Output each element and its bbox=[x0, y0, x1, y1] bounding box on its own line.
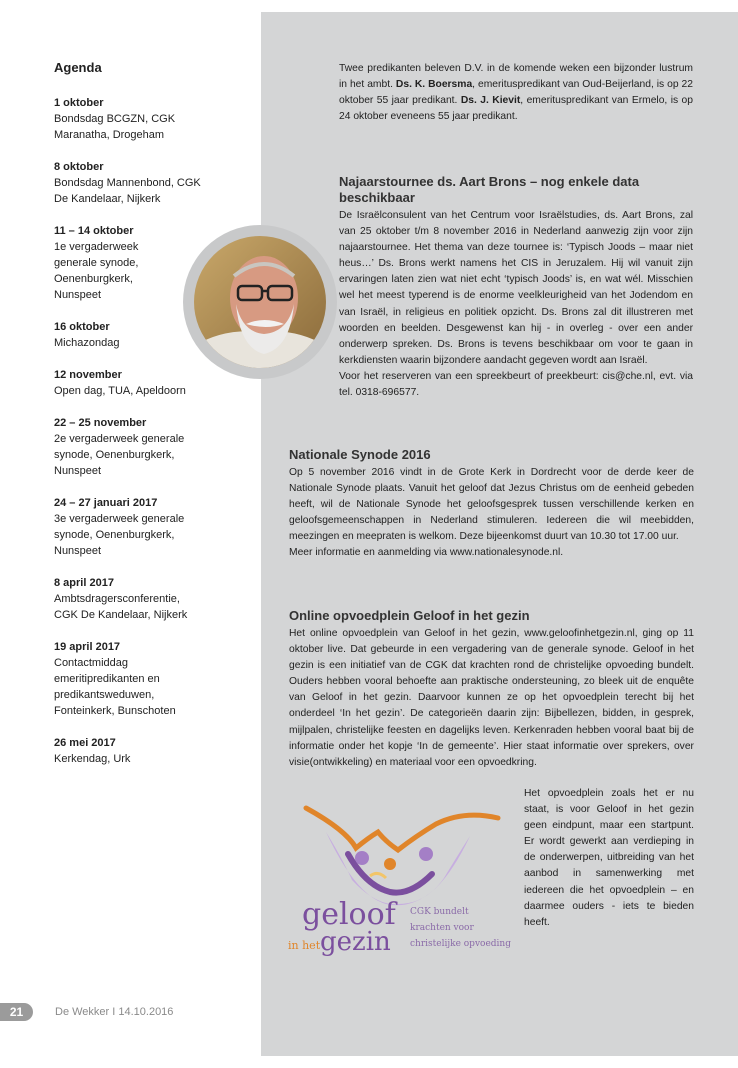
agenda-text: 3e vergaderweek generale synode, Oenenburgkerk, Nunspeet bbox=[54, 513, 185, 557]
article-heading: Nationale Synode 2016 bbox=[289, 447, 431, 462]
intro-paragraph bbox=[339, 61, 693, 125]
minister-name: Ds. J. Kievit bbox=[460, 95, 521, 107]
minister-name: Ds. K. Boersma bbox=[395, 79, 473, 91]
agenda-date: 26 mei 2017 bbox=[54, 737, 116, 749]
agenda-text: Contactmiddag emeritipredikanten en predikantsweduwen, Fonteinkerk, Bunschoten bbox=[54, 657, 176, 717]
agenda-date: 12 november bbox=[54, 369, 122, 381]
publication-info: De Wekker I 14.10.2016 bbox=[55, 1006, 174, 1018]
article-side-text: Het opvoedplein zoals het er nu staat, is voor Geloof in het gezin geen eindpunt, maar een startpunt. Er wordt gewerkt aan verdieping in de onderwerpen, uitbreiding van het aanbod in samenwerking met iedereen die het opvoedplein – en daarmee ouders - iets te bieden heeft. bbox=[524, 788, 694, 928]
agenda-item bbox=[54, 575, 244, 623]
agenda-text: Bondsdag BCGZN, CGK Maranatha, Drogeham bbox=[54, 113, 176, 141]
logo-word-gezin: gezin bbox=[320, 927, 391, 957]
agenda-date: 24 – 27 januari 2017 bbox=[54, 497, 158, 509]
agenda-date: 11 – 14 oktober bbox=[54, 225, 134, 237]
portrait-photo bbox=[183, 225, 337, 379]
agenda-text: 2e vergaderweek generale synode, Oenenburgkerk, Nunspeet bbox=[54, 433, 185, 477]
agenda-item bbox=[54, 415, 244, 479]
intro-text: , emerituspredikant van Oud-Beijerland, is op 22 oktober 55 jaar predikant. bbox=[339, 79, 693, 107]
agenda-item bbox=[54, 95, 244, 143]
article-body: De Israëlconsulent van het Centrum voor Israëlstudies, ds. Aart Brons, zal van 25 oktober t/m 8 november 2016 in Nederland aanwezig zijn voor zijn najaarstournee. Het thema van deze tournee is: ‘Typisch Joods – maar niet heus…’ Ds. Brons werkt namens het CIS in Jeruzalem. Hij wil vanuit zijn ervaringen laten zien wat niet echt ‘typisch Joods’ is, en wat wél. Misschien wel het meest typerend is de enorme veelkleurigheid van het Jodendom en van Israël, in religieus en politiek opzicht. Ds. Brons zal dit illustreren met woorden en beelden. Desgewenst kan hij - in overleg - over een ander onderwerp spreken. Ds. Brons is tevens beschikbaar om voor te gaan in kerkdiensten waarin bijzondere aandacht gegeven wordt aan Israël. bbox=[339, 210, 693, 366]
article-opvoedplein bbox=[289, 608, 694, 771]
agenda-item bbox=[54, 639, 244, 719]
logo-tagline-line: christelijke opvoeding bbox=[410, 939, 511, 949]
intro-text: , emerituspredikant van Ermelo, is op 24 oktober eveneens 55 jaar predikant. bbox=[339, 95, 693, 123]
article-synode bbox=[289, 447, 694, 562]
agenda-item bbox=[54, 159, 244, 207]
agenda-text: Bondsdag Mannenbond, CGK De Kandelaar, Nijkerk bbox=[54, 177, 201, 205]
page-number: 21 bbox=[0, 1003, 33, 1021]
intro-text: Twee predikanten beleven D.V. in de komende weken een bijzonder lustrum in het ambt. bbox=[339, 63, 693, 91]
agenda-text: 1e vergaderweek generale synode, Oenenburgkerk, Nunspeet bbox=[54, 241, 139, 301]
agenda-date: 8 april 2017 bbox=[54, 577, 114, 589]
logo-word-inhet: in het bbox=[288, 939, 321, 952]
agenda-item bbox=[54, 735, 244, 767]
agenda-sidebar bbox=[54, 60, 244, 783]
geloof-in-het-gezin-logo bbox=[286, 800, 516, 960]
agenda-text: Open dag, TUA, Apeldoorn bbox=[54, 385, 186, 397]
agenda-text: Michazondag bbox=[54, 337, 120, 349]
agenda-date: 1 oktober bbox=[54, 97, 104, 109]
agenda-item bbox=[54, 495, 244, 559]
agenda-text: Kerkendag, Urk bbox=[54, 753, 131, 765]
article-heading: Online opvoedplein Geloof in het gezin bbox=[289, 608, 530, 623]
article-more: Meer informatie en aanmelding via www.nationalesynode.nl. bbox=[289, 547, 564, 559]
agenda-title: Agenda bbox=[54, 60, 102, 75]
article-body: Op 5 november 2016 vindt in de Grote Kerk in Dordrecht voor de derde keer de Nationale Synode plaats. Vanuit het geloof dat Jezus Christus om de eenheid gebeden heeft, wil de Nationale Synode het geloofsgesprek tussen verschillende kerken en geloofsgemeenschappen in Nederland stimuleren. Iedereen die wil meebidden, meezingen en meepraten is welkom. Deze bijeenkomst duurt van 10.30 tot 17.00 uur. bbox=[289, 467, 694, 543]
article-contact: Voor het reserveren van een spreekbeurt of preekbeurt: cis@che.nl, evt. via tel. 0318-696577. bbox=[339, 370, 693, 399]
logo-tagline-line: CGK bundelt bbox=[410, 907, 469, 917]
agenda-date: 8 oktober bbox=[54, 161, 104, 173]
page-footer bbox=[0, 1003, 300, 1023]
agenda-date: 19 april 2017 bbox=[54, 641, 121, 653]
article-brons bbox=[339, 174, 693, 401]
agenda-text: Ambtsdragersconferentie, CGK De Kandelaar, Nijkerk bbox=[54, 593, 188, 621]
logo-word-geloof: geloof bbox=[302, 897, 396, 932]
article-heading: Najaarstournee ds. Aart Brons – nog enkele data beschikbaar bbox=[339, 174, 640, 205]
article-body: Het online opvoedplein van Geloof in het gezin, www.geloofinhetgezin.nl, ging op 11 oktober live. Dat gebeurde in een vergadering van de generale synode. Geloof in het gezin is een initiatief van de CGK dat krachten rond de christelijke opvoeding bundelt. Ouders hebben vooral behoefte aan praktische ondersteuning, zo bleek uit de enquête van Geloof in het gezin. Daarvoor kunnen ze op het opvoedplein terecht bij het onderdeel ‘In het gezin’. De categorieën daarin zijn: Bijbellezen, bidden, in gesprek, mijlpalen, christelijke feesten en dagelijks leven. Kerkenraden hebben vooral baat bij de informatie onder het kopje ‘In de gemeente’. Hier staat informatie over sprekers, over visie(ontwikkeling) en materiaal voor een opvoedkring. bbox=[289, 628, 694, 768]
agenda-item bbox=[54, 367, 244, 399]
logo-tagline-line: krachten voor bbox=[410, 923, 474, 933]
agenda-date: 22 – 25 november bbox=[54, 417, 147, 429]
portrait-illustration bbox=[194, 236, 326, 368]
agenda-date: 16 oktober bbox=[54, 321, 110, 333]
logo-tagline bbox=[410, 904, 511, 952]
